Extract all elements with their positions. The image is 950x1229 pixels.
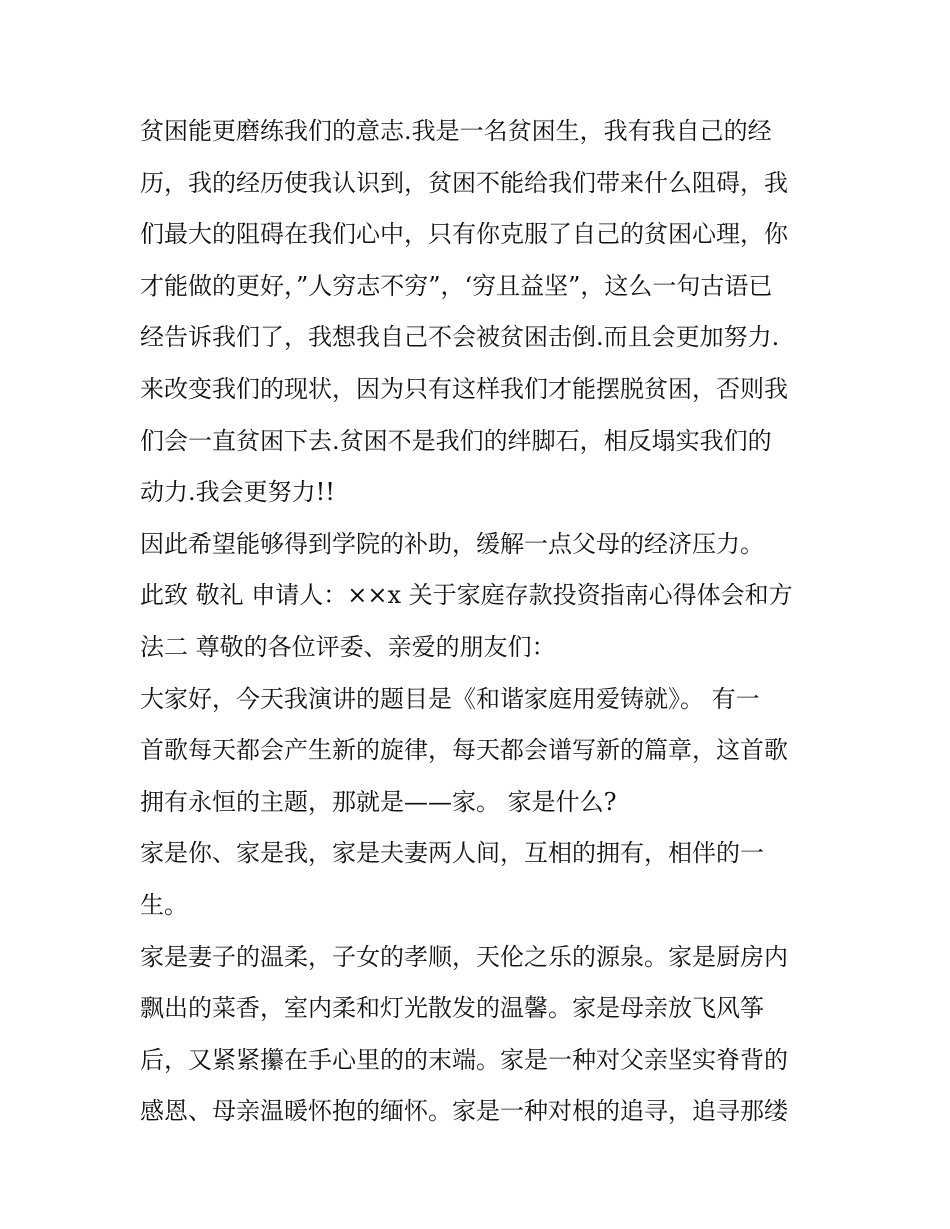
text-line: 才能做的更好，”人穷志不穷”，‘穷且益坚”，这么一句古语已	[140, 271, 773, 300]
text-line: 此致 敬礼 申请人：××x 关于家庭存款投资指南心得体会和方	[140, 581, 793, 610]
text-line: 家是妻子的温柔，子女的孝顺，天伦之乐的源泉。家是厨房内	[140, 942, 788, 971]
text-line: 拥有永恒的主题，那就是——家。 家是什么?	[140, 787, 617, 816]
text-line: 首歌每天都会产生新的旋律，每天都会谱写新的篇章，这首歌	[140, 736, 788, 765]
text-line: 来改变我们的现状，因为只有这样我们才能摆脱贫困，否则我	[140, 374, 788, 403]
text-line: 生。	[140, 890, 188, 919]
text-line: 们会一直贫困下去.贫困不是我们的绊脚石，相反塌实我们的	[140, 426, 772, 455]
text-line: 感恩、母亲温暖怀抱的缅怀。家是一种对根的追寻，追寻那缕	[140, 1097, 788, 1126]
text-line: 们最大的阻碍在我们心中，只有你克服了自己的贫困心理，你	[140, 220, 788, 249]
text-line: 后，又紧紧攥在手心里的的末端。家是一种对父亲坚实脊背的	[140, 1045, 788, 1074]
text-line: 经告诉我们了，我想我自己不会被贫困击倒.而且会更加努力.	[140, 323, 780, 352]
text-line: 飘出的菜香，室内柔和灯光散发的温馨。家是母亲放飞风筝	[140, 994, 764, 1023]
text-line: 历，我的经历使我认识到，贫困不能给我们带来什么阻碍，我	[140, 168, 788, 197]
body-text	[140, 106, 820, 1138]
text-line: 大家好，今天我演讲的题目是《和谐家庭用爱铸就》。 有一	[140, 684, 760, 713]
text-line: 因此希望能够得到学院的补助，缓解一点父母的经济压力。	[140, 529, 764, 558]
text-line: 法二 尊敬的各位评委、亲爱的朋友们：	[140, 632, 556, 661]
text-line: 贫困能更磨练我们的意志.我是一名贫困生，我有我自己的经	[140, 117, 772, 145]
text-line: 家是你、家是我，家是夫妻两人间，互相的拥有，相伴的一	[140, 839, 764, 868]
text-line: 动力.我会更努力!!	[140, 478, 335, 507]
